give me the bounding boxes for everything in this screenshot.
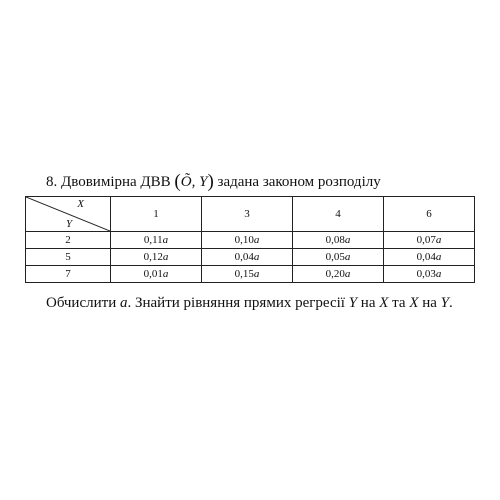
task-var-a: a [119,295,128,311]
table-header-row [26,197,475,232]
probability-cell: 0,05a [293,249,384,266]
corner-x-label: X [77,198,84,210]
task-part: та [392,295,406,311]
probability-cell: 0,15a [202,266,293,283]
task-part: на [360,295,376,311]
task-var-x: X [409,295,419,311]
probability-cell: 0,08a [293,232,384,249]
table-corner-cell [26,197,111,232]
probability-cell: 0,11a [111,232,202,249]
x-value-header: 4 [293,197,384,232]
task-var-y: Y [348,295,358,311]
probability-cell: 0,01a [111,266,202,283]
probability-cell: 0,20a [293,266,384,283]
x-value-header: 6 [384,197,475,232]
y-value-cell: 2 [26,232,111,249]
distribution-table [25,196,475,283]
task-var-y: Y [440,295,450,311]
problem-heading [46,172,381,192]
y-value-cell: 7 [26,266,111,283]
problem-title-rest: задана законом розподілу [217,174,381,190]
probability-cell: 0,10a [202,232,293,249]
open-paren: ( [174,171,181,192]
task-text [46,293,453,313]
random-variables: Õ, Y [180,174,208,190]
task-end: . [449,295,453,311]
task-part: Обчислити [46,295,117,311]
probability-cell: 0,04a [384,249,475,266]
corner-y-label: Y [66,218,73,230]
close-paren: ) [207,171,214,192]
task-part: на [422,295,437,311]
probability-cell: 0,07a [384,232,475,249]
table-row [26,232,475,249]
probability-cell: 0,12a [111,249,202,266]
y-value-cell: 5 [26,249,111,266]
table-row [26,266,475,283]
table-row [26,249,475,266]
probability-cell: 0,04a [202,249,293,266]
task-var-x: X [379,295,389,311]
problem-title: 8. Двовимірна ДВВ [46,174,171,190]
task-part: . Знайти рівняння прямих регресії [127,295,345,311]
probability-cell: 0,03a [384,266,475,283]
x-value-header: 3 [202,197,293,232]
x-value-header: 1 [111,197,202,232]
